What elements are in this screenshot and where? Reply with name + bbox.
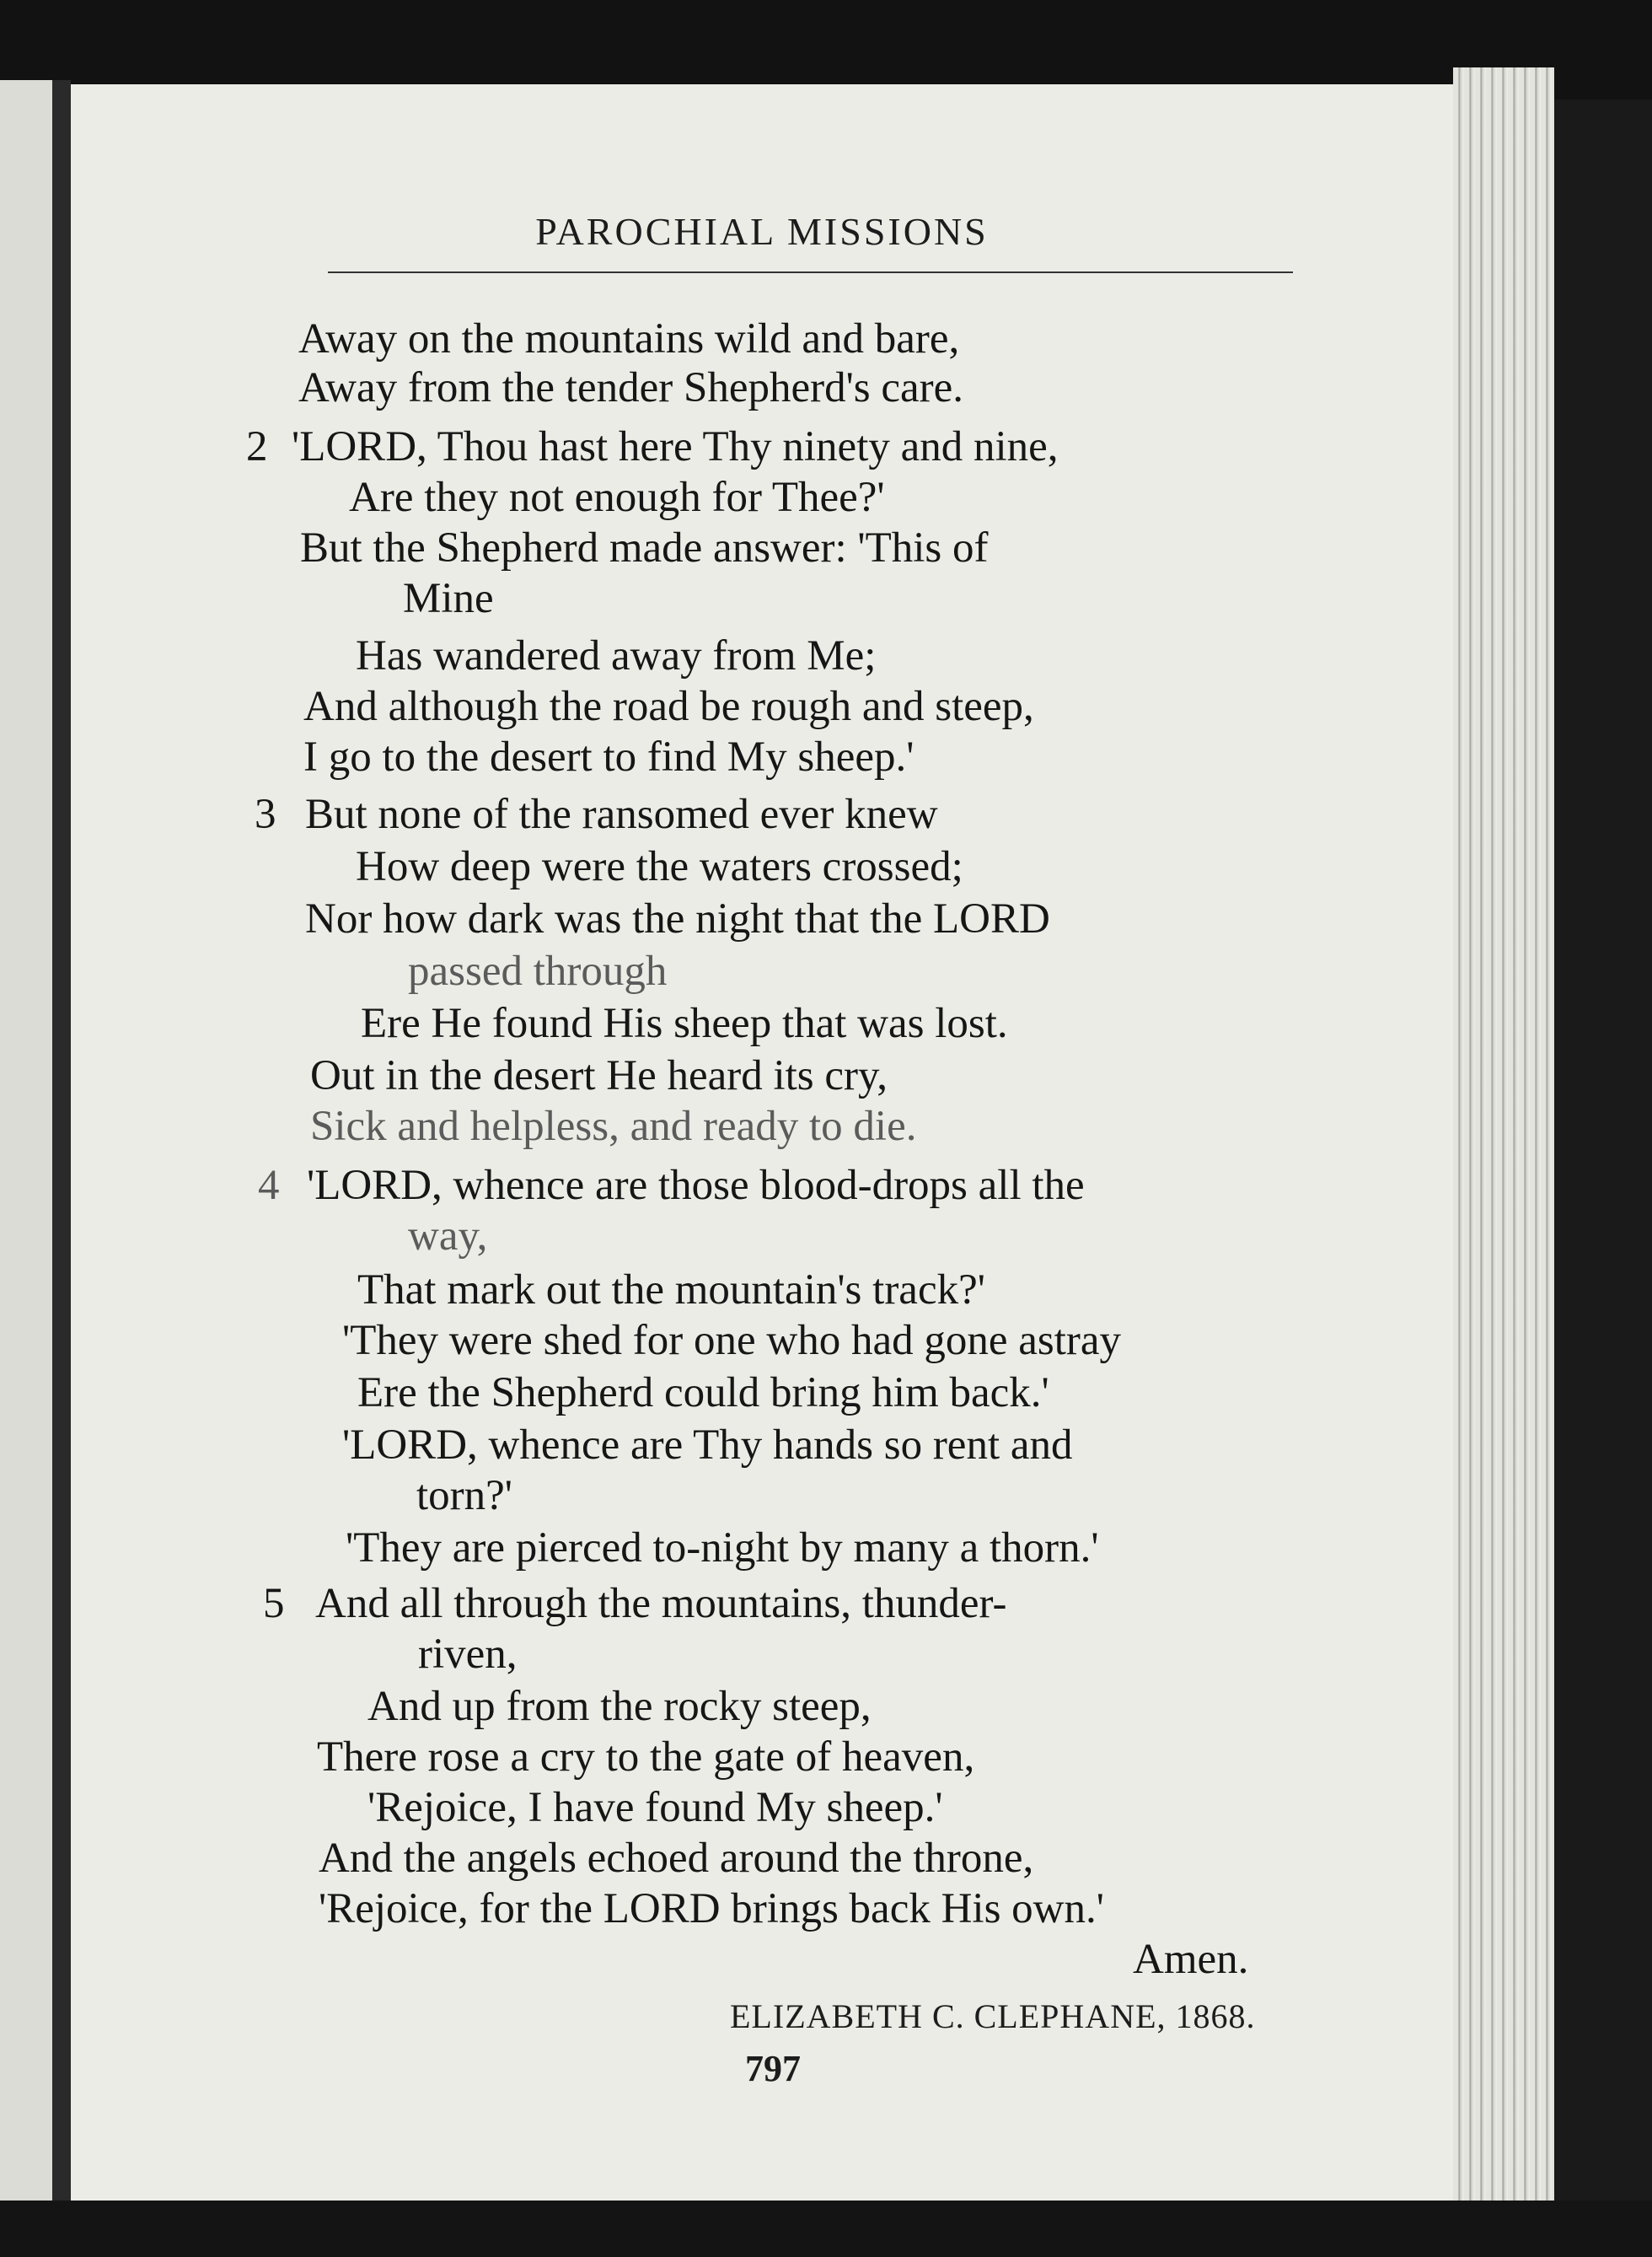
scan-border-bottom bbox=[0, 2201, 1652, 2257]
verse-number: 2 bbox=[246, 423, 268, 470]
hymn-line: And the angels echoed around the throne, bbox=[319, 1835, 1034, 1882]
hymn-line: 'They are pierced to-night by many a thorn.' bbox=[346, 1524, 1099, 1572]
hymn-line: There rose a cry to the gate of heaven, bbox=[317, 1733, 975, 1781]
hymn-line: Nor how dark was the night that the LORD bbox=[305, 895, 1050, 943]
verse-number: 3 bbox=[255, 791, 276, 838]
hymn-line: Ere He found His sheep that was lost. bbox=[361, 1000, 1008, 1047]
hymn-line: But none of the ransomed ever knew bbox=[305, 791, 938, 838]
header-rule bbox=[328, 271, 1293, 273]
hymn-line: way, bbox=[408, 1212, 488, 1260]
hymn-line: And all through the mountains, thunder- bbox=[315, 1580, 1007, 1627]
verse-number: 5 bbox=[263, 1580, 285, 1627]
running-header: PAROCHIAL MISSIONS bbox=[535, 210, 989, 253]
hymn-line: That mark out the mountain's track?' bbox=[357, 1266, 985, 1314]
hymn-line: 'LORD, whence are those blood-drops all the bbox=[307, 1162, 1085, 1209]
page-stack-edges bbox=[1453, 67, 1554, 2201]
hymn-line: Away on the mountains wild and bare, bbox=[298, 315, 960, 363]
book-spine bbox=[52, 80, 71, 2213]
hymn-line: 'LORD, whence are Thy hands so rent and bbox=[342, 1421, 1073, 1469]
hymn-line: passed through bbox=[408, 948, 668, 995]
page-number: 797 bbox=[745, 2048, 801, 2089]
hymn-line: 'Rejoice, I have found My sheep.' bbox=[367, 1784, 943, 1831]
hymn-line: Sick and helpless, and ready to die. bbox=[310, 1103, 917, 1150]
hymn-line: I go to the desert to find My sheep.' bbox=[303, 734, 914, 781]
hymn-line: Out in the desert He heard its cry, bbox=[310, 1052, 888, 1099]
verse-number: 4 bbox=[258, 1162, 280, 1209]
book-page bbox=[71, 84, 1453, 2201]
hymn-line: riven, bbox=[418, 1631, 518, 1678]
facing-page-edge bbox=[0, 80, 59, 2213]
hymn-line: 'LORD, Thou hast here Thy ninety and nine, bbox=[292, 423, 1059, 470]
hymn-line: How deep were the waters crossed; bbox=[356, 843, 963, 890]
hymn-line: Has wandered away from Me; bbox=[356, 632, 877, 680]
hymn-line: 'They were shed for one who had gone astray bbox=[342, 1317, 1122, 1364]
hymn-line: Mine bbox=[403, 575, 494, 622]
amen: Amen. bbox=[1133, 1936, 1249, 1983]
hymn-line: And although the road be rough and steep, bbox=[303, 683, 1034, 730]
hymn-line: Ere the Shepherd could bring him back.' bbox=[357, 1369, 1049, 1416]
hymn-line: Are they not enough for Thee?' bbox=[349, 474, 885, 521]
hymn-line: But the Shepherd made answer: 'This of bbox=[300, 524, 989, 572]
hymn-line: torn?' bbox=[416, 1472, 512, 1519]
hymn-line: Away from the tender Shepherd's care. bbox=[298, 364, 964, 411]
author-attribution: ELIZABETH C. CLEPHANE, 1868. bbox=[730, 1997, 1256, 2035]
hymn-line: 'Rejoice, for the LORD brings back His own.' bbox=[319, 1885, 1104, 1932]
hymn-line: And up from the rocky steep, bbox=[367, 1683, 872, 1730]
